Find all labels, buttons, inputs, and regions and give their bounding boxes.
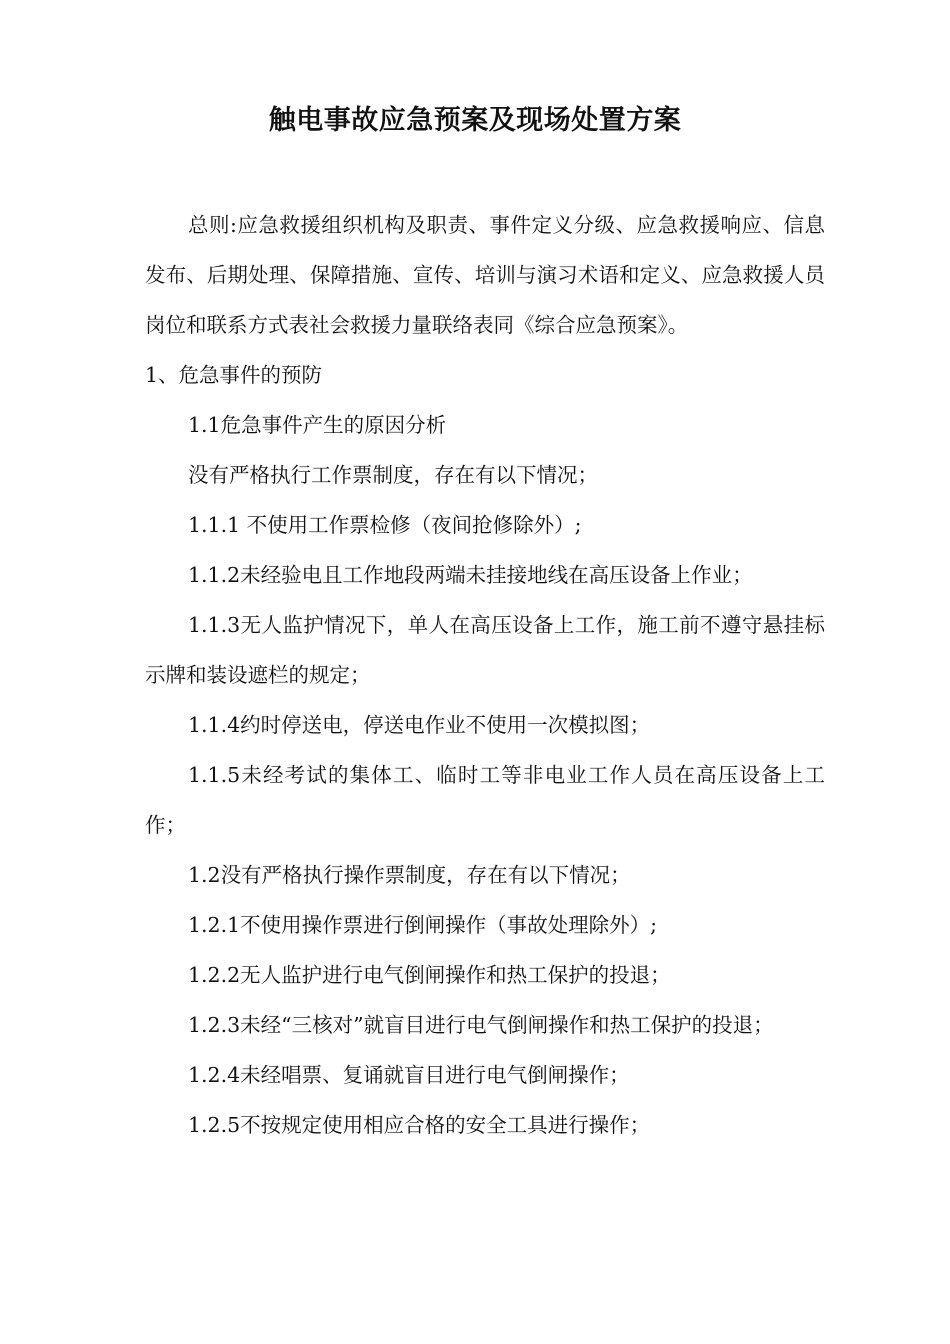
- document-body: [145, 200, 825, 1150]
- subsection-heading-1-1: 1.1危急事件产生的原因分析: [188, 413, 447, 437]
- list-item-1-1-1: 1.1.1 不使用工作票检修（夜间抢修除外）;: [188, 513, 582, 537]
- list-item-1-2-2: 1.2.2无人监护进行电气倒闸操作和热工保护的投退；: [188, 963, 671, 987]
- list-item-1-2-1: 1.2.1不使用操作票进行倒闸操作（事故处理除外）;: [188, 913, 658, 937]
- list-item-1-2-5: 1.2.5不按规定使用相应合格的安全工具进行操作；: [188, 1113, 651, 1137]
- list-item-1-1-2: 1.1.2未经验电且工作地段两端未挂接地线在高压设备上作业；: [188, 563, 753, 587]
- section-heading-1: 1、危急事件的预防: [145, 363, 323, 387]
- subsection-heading-1-2: 1.2没有严格执行操作票制度，存在有以下情况；: [188, 863, 631, 887]
- list-item-1-1-4: 1.1.4约时停送电，停送电作业不使用一次模拟图；: [188, 713, 651, 737]
- paragraph-general: 总则:应急救援组织机构及职责、事件定义分级、应急救援响应、信息发布、后期处理、保障措施、宣传、培训与演习术语和定义、应急救援人员岗位和联系方式表社会救援力量联络表同《综合应急预案》。: [145, 213, 825, 337]
- list-item-1-2-3: 1.2.3未经“三核对”就盲目进行电气倒闸操作和热工保护的投退；: [188, 1013, 774, 1037]
- list-item-1-1-5: 1.1.5未经考试的集体工、临时工等非电业工作人员在高压设备上工作；: [145, 763, 825, 837]
- list-item-1-2-4: 1.2.4未经唱票、复诵就盲目进行电气倒闸操作；: [188, 1063, 630, 1087]
- list-item-1-1-3: 1.1.3无人监护情况下，单人在高压设备上工作，施工前不遵守悬挂标示牌和装设遮栏的规定；: [145, 613, 825, 687]
- paragraph: 没有严格执行工作票制度，存在有以下情况；: [188, 463, 598, 487]
- document-title: 触电事故应急预案及现场处置方案: [268, 105, 682, 136]
